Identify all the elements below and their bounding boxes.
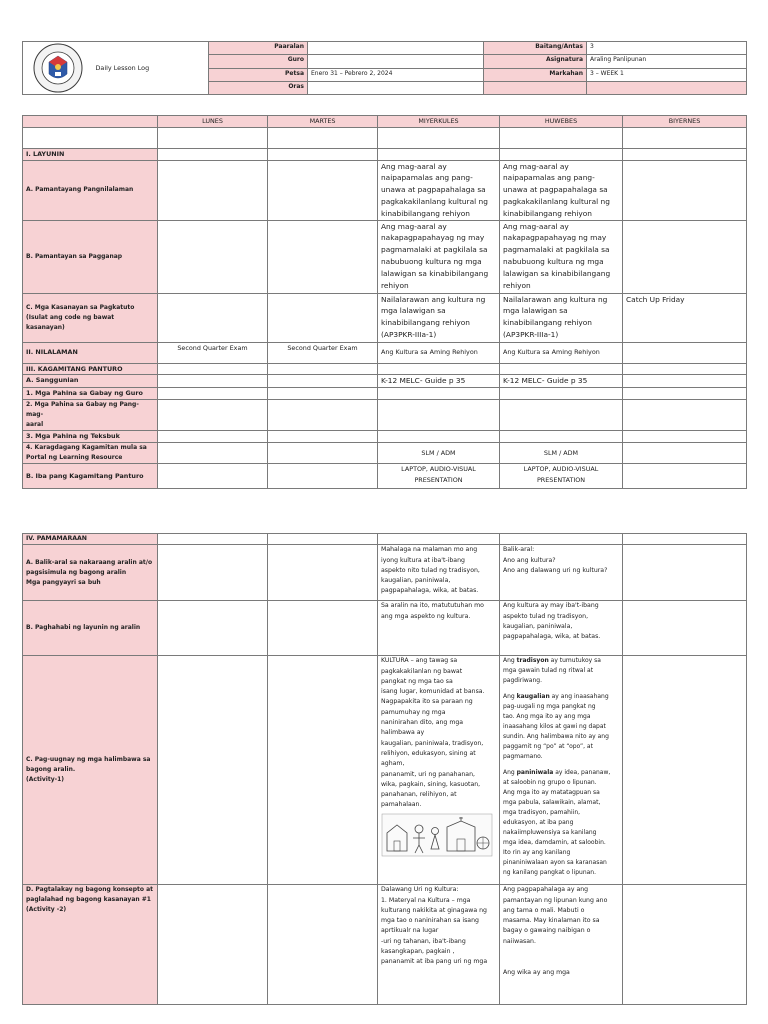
header-table (22, 41, 747, 95)
monday-content: Second Quarter Exam (158, 342, 268, 363)
row-label-pag-uugnay: C. Pag-uugnay ng mga halimbawa sa bagong aralin. (Activity-1) (23, 656, 158, 885)
thursday-discussion: Ang pagpapahalaga ay ang pamantayan ng lipunan kung ano ang tama o mali. Mabuti o masama. May kinalaman ito sa bagay o gawaing naibigan o naiiwasan. Ang wika ay ang mga (500, 885, 623, 1005)
field-value (308, 55, 484, 68)
wednesday-learning-resource: SLM / ADM (378, 443, 500, 464)
section-heading-pamamaraan: IV. PAMAMARAAN (23, 534, 158, 545)
wednesday-examples-text: KULTURA – ang tawag sa pagkakakilanlan ng bawat pangkat ng mga tao sa isang lugar, komunidad at bansa. Nagpapakita ito sa paraan ng pamumuhay ng mga naninirahan dito, ang mga halimbawa ay kaugalian, paniniwala, tradisyon, relihiyon, edukasyon, sining at agham, pananamit, uri ng panahanan, wika, pagkain, sining, kasuotan, panahanan, relihiyon, at pamahalaan. (381, 657, 485, 809)
thursday-content-standard: Ang mag-aaral ay naipapamalas ang pang- unawa at pagpapahalaga sa pagkakakilanlang kultural ng kinabibilangang rehiyon (500, 160, 623, 220)
day-header-wednesday: MIYERKULES (378, 116, 500, 128)
thursday-learning-resource: SLM / ADM (500, 443, 623, 464)
tuesday-content: Second Quarter Exam (268, 342, 378, 363)
term-paniniwala: paniniwala (516, 769, 554, 777)
field-label: Petsa (209, 68, 308, 81)
row-label-pagtalakay: D. Pagtalakay ng bagong konsepto at paglalahad ng bagong kasanayan #1 (Activity -2) (23, 885, 158, 1005)
row-label-balik-aral: A. Balik-aral sa nakaraang aralin at/o pagsisimula ng bagong aralin Mga pangyayri sa buh (23, 545, 158, 601)
field-label: Markahan (484, 68, 587, 81)
field-label (484, 81, 587, 94)
wednesday-examples (378, 656, 500, 885)
day-header-tuesday: MARTES (268, 116, 378, 128)
day-header-monday: LUNES (158, 116, 268, 128)
row-label-iba-pang-kagamitan: B. Iba pang Kagamitang Panturo (23, 464, 158, 489)
wednesday-competency: Nailalarawan ang kultura ng mga lalawigan sa kinabibilangang rehiyon (AP3PKR-IIIa-1) (378, 293, 500, 342)
friday-note: Catch Up Friday (623, 293, 747, 342)
document-title: Daily Lesson Log (93, 42, 209, 95)
term-kaugalian: kaugalian (516, 693, 550, 701)
row-label-sanggunian: A. Sanggunian (23, 375, 158, 388)
thursday-other-materials: LAPTOP, AUDIO-VISUAL PRESENTATION (500, 464, 623, 489)
field-value: Araling Panlipunan (587, 55, 747, 68)
field-value: 3 – WEEK 1 (587, 68, 747, 81)
row-label-pamantayan-sa-pagganap: B. Pamantayan sa Pagganap (23, 220, 158, 293)
wednesday-content: Ang Kultura sa Aming Rehiyon (378, 342, 500, 363)
thursday-performance-standard: Ang mag-aaral ay nakapagpapahayag ng may pagmamalaki at pagkilala sa nabubuong kultura ng mga lalawigan sa kinabibilangang rehiyon (500, 220, 623, 293)
row-label-gabay-mag-aaral: 2. Mga Pahina sa Gabay ng Pang-mag- aaral (23, 400, 158, 431)
day-header-thursday: HUWEBES (500, 116, 623, 128)
field-label: Oras (209, 81, 308, 94)
wednesday-performance-standard: Ang mag-aaral ay nakapagpapahayag ng may pagmamalaki at pagkilala sa nabubuong kultura ng mga lalawigan sa kinabibilangang rehiyon (378, 220, 500, 293)
logo-cell (23, 42, 93, 95)
paragraph-tradisyon: Ang tradisyon ay tumutukoy sa mga gawain tulad ng ritwal at pagdiriwang. (503, 657, 601, 685)
field-label: Guro (209, 55, 308, 68)
section-heading-nilalaman: II. NILALAMAN (23, 342, 158, 363)
row-label-teksbuk: 3. Mga Pahina ng Teksbuk (23, 431, 158, 443)
section-heading-kagamitan: III. KAGAMITANG PANTURO (23, 363, 158, 375)
term-tradisyon: tradisyon (516, 657, 549, 665)
blank-cell (23, 127, 158, 148)
field-label: Paaralan (209, 42, 308, 55)
wednesday-other-materials: LAPTOP, AUDIO-VISUAL PRESENTATION (378, 464, 500, 489)
corner-cell (23, 116, 158, 128)
paragraph-kaugalian: Ang kaugalian ay ang inaasahang pag-uugali ng mga pangkat ng tao. Ang mga ito ay ang mga inaasahang kilos at gawi ng dapat sundin. Ang halimbawa nito ay ang paggamit ng “po” at “opo”, at pagmamano. (503, 693, 609, 761)
thursday-examples (500, 656, 623, 885)
field-value (308, 42, 484, 55)
row-label-kasanayan: C. Mga Kasanayan sa Pagkatuto (Isulat ang code ng bawat kasanayan) (23, 293, 158, 342)
wednesday-content-standard: Ang mag-aaral ay naipapamalas ang pang- unawa at pagpapahalaga sa pagkakakilanlang kultural ng kinabibilangang rehiyon (378, 160, 500, 220)
thursday-review: Balik-aral: Ano ang kultura? Ano ang dalawang uri ng kultura? (500, 545, 623, 601)
field-value: Enero 31 – Pebrero 2, 2024 (308, 68, 484, 81)
row-label-pamantayang-pangnilalaman: A. Pamantayang Pangnilalaman (23, 160, 158, 220)
thursday-reference: K-12 MELC- Guide p 35 (500, 375, 623, 388)
wednesday-reference: K-12 MELC- Guide p 35 (378, 375, 500, 388)
row-label-paghahabi: B. Paghahabi ng layunin ng aralin (23, 601, 158, 656)
thursday-purpose: Ang kultura ay may iba't-ibang aspekto tulad ng tradisyon, kaugalian, paniniwala, pagpapahalaga, wika, at batas. (500, 601, 623, 656)
culture-illustration (381, 813, 493, 857)
field-label: Asignatura (484, 55, 587, 68)
thursday-competency: Nailalarawan ang kultura ng mga lalawigan sa kinabibilangang rehiyon (AP3PKR-IIIa-1) (500, 293, 623, 342)
row-label-karagdagang-kagamitan: 4. Karagdagang Kagamitan mula sa Portal ng Learning Resource (23, 443, 158, 464)
thursday-content: Ang Kultura sa Aming Rehiyon (500, 342, 623, 363)
field-value (587, 81, 747, 94)
row-label-gabay-guro: 1. Mga Pahina sa Gabay ng Guro (23, 388, 158, 400)
field-value: 3 (587, 42, 747, 55)
paragraph-paniniwala: Ang paniniwala ay idea, pananaw, at saloobin ng grupo o lipunan. Ang mga ito ay matatagpuan sa mga pabula, salawikain, alamat, mga tradisyon, pamahiin, edukasyon, at iba pang nakaiimpluwensiya sa kanilang mga idea, damdamin, at saloobin. Ito rin ay ang kanilang pinaniniwalaan ayon sa karanasan ng kanilang pangkat o lipunan. (503, 769, 611, 877)
wednesday-review: Mahalaga na malaman mo ang iyong kultura at iba't-ibang aspekto nito tulad ng tradisyon, kaugalian, paniniwala, pagpapahalaga, wika, at batas. (378, 545, 500, 601)
wednesday-discussion: Dalawang Uri ng Kultura: 1. Materyal na Kultura – mga kulturang nakikita at ginagawa ng mga tao o naninirahan sa isang aprtikualr na lugar -uri ng tahanan, iba't-ibang kasangkapan, pagkain , pananamit at iba pang uri ng mga (378, 885, 500, 1005)
section-heading-layunin: I. LAYUNIN (23, 148, 158, 160)
day-header-friday: BIYERNES (623, 116, 747, 128)
field-value (308, 81, 484, 94)
lesson-plan-table (22, 115, 747, 489)
procedure-table (22, 533, 747, 1005)
field-label: Baitang/Antas (484, 42, 587, 55)
deped-seal-icon (30, 42, 86, 94)
wednesday-purpose: Sa aralin na ito, matututuhan mo ang mga aspekto ng kultura. (378, 601, 500, 656)
